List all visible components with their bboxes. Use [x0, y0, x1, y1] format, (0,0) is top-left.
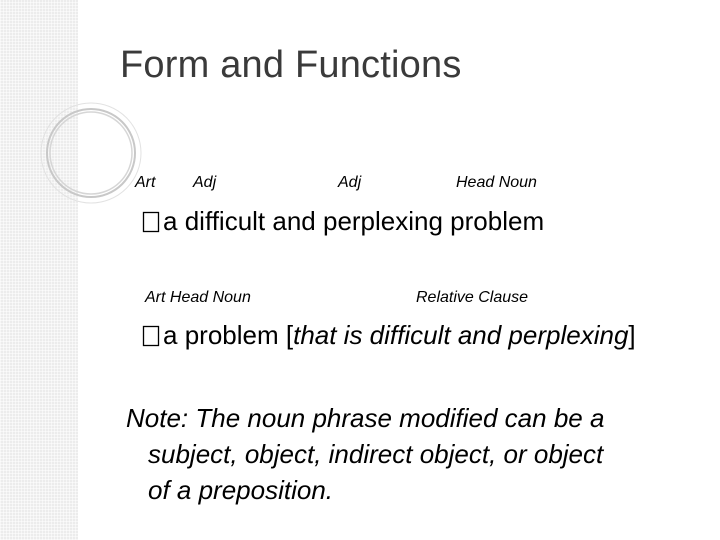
- example-sentence-1: [142, 206, 544, 237]
- note-line-3: of a preposition.: [148, 475, 334, 505]
- note-line-2: subject, object, indirect object, or object: [148, 439, 604, 469]
- phrase-start: problem [: [184, 320, 294, 350]
- label-art-head-noun: Art Head Noun: [145, 289, 251, 306]
- missing-glyph-box-icon: [142, 325, 162, 347]
- label-adj-1: Adj: [193, 174, 217, 191]
- label-art: Art: [135, 174, 156, 191]
- relative-clause-text: that is difficult and perplexing: [293, 320, 629, 350]
- example-sentence-2: [142, 320, 636, 351]
- note-paragraph: [126, 400, 701, 508]
- phrase-text: difficult and perplexing problem: [184, 206, 545, 236]
- phrase-end: ]: [628, 320, 636, 350]
- article-a: a: [163, 320, 178, 350]
- rings-decoration: [36, 98, 146, 208]
- left-decorative-strip: [0, 0, 78, 540]
- label-relative-clause: Relative Clause: [416, 289, 529, 306]
- note-line-1: Note: The noun phrase modified can be a: [126, 403, 605, 433]
- label-adj-2: Adj: [338, 174, 362, 191]
- article-a: a: [163, 206, 178, 236]
- missing-glyph-box-icon: [142, 211, 162, 233]
- slide-title: Form and Functions: [120, 44, 462, 86]
- label-head-noun: Head Noun: [456, 174, 537, 191]
